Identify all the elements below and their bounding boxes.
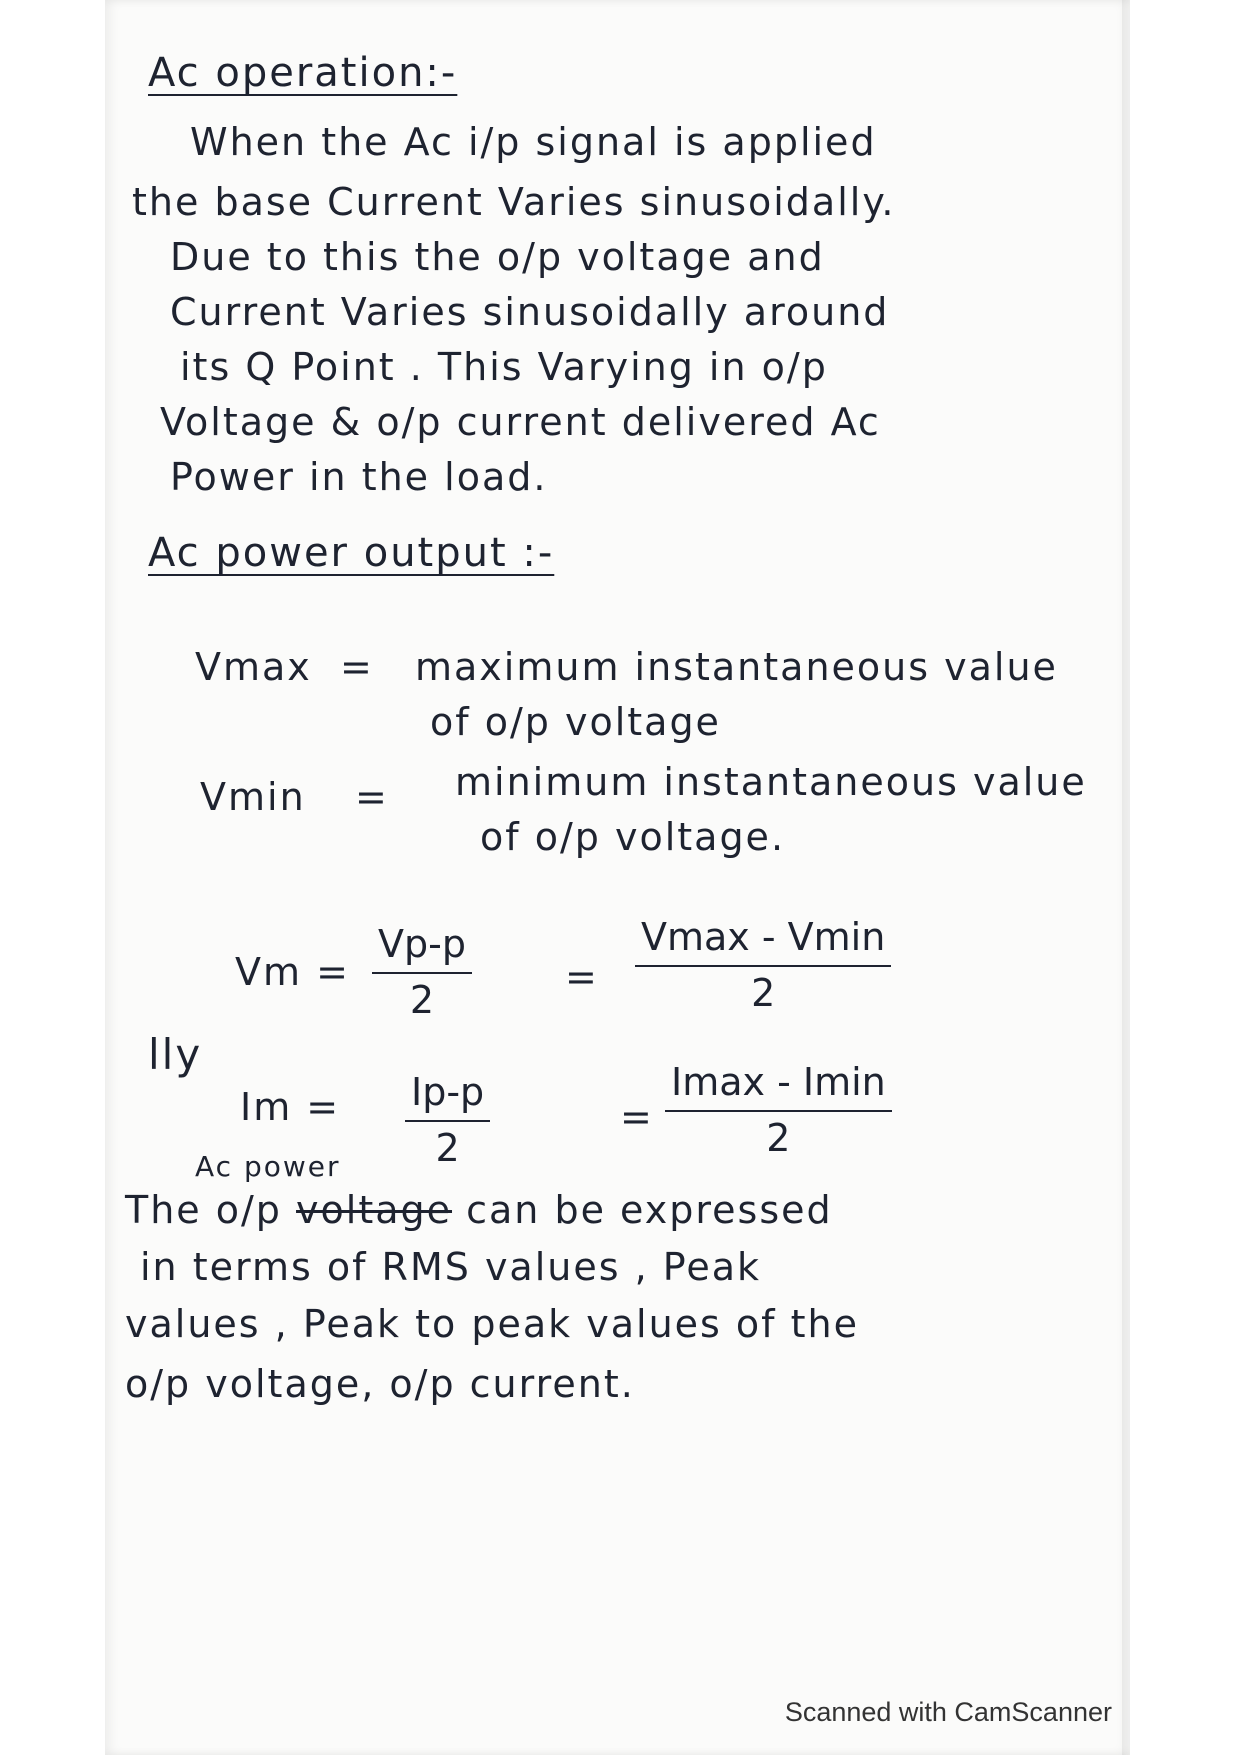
para1-line: Voltage & o/p current delivered Ac (160, 400, 881, 444)
para1-line: When the Ac i/p signal is applied (190, 120, 877, 164)
vmin-description: minimum instantaneous value (455, 760, 1087, 804)
fraction-denominator: 2 (409, 978, 435, 1022)
fraction-bar (635, 965, 891, 967)
vmin-equals: = (355, 775, 389, 819)
im-equals: = (620, 1095, 654, 1139)
para2-line (125, 1188, 833, 1232)
similarly-note: lly (148, 1030, 203, 1079)
para1-line: Current Varies sinusoidally around (170, 290, 890, 334)
fraction-numerator: Vmax - Vmin (641, 915, 886, 959)
para1-line: the base Current Varies sinusoidally. (132, 180, 896, 224)
vmax-description: of o/p voltage (430, 700, 721, 744)
heading-ac-power-output: Ac power output :- (148, 530, 555, 576)
vm-equals: = (565, 955, 599, 999)
fraction-bar (665, 1110, 892, 1112)
para2-line: in terms of RMS values , Peak (140, 1245, 762, 1289)
im-lhs: Im = (240, 1085, 341, 1129)
vmin-description: of o/p voltage. (480, 815, 786, 859)
para1-line: its Q Point . This Varying in o/p (180, 345, 828, 389)
fraction-denominator: 2 (751, 971, 776, 1015)
fraction-bar (405, 1120, 490, 1122)
vmax-label: Vmax (195, 645, 312, 689)
struck-word: voltage (296, 1188, 453, 1232)
para2-line: values , Peak to peak values of the (125, 1302, 859, 1346)
im-fraction-max-min (665, 1060, 892, 1160)
vmin-label: Vmin (200, 775, 306, 819)
heading-ac-operation: Ac operation:- (148, 50, 458, 96)
para1-line: Due to this the o/p voltage and (170, 235, 825, 279)
margin-note-ac-power: Ac power (195, 1150, 341, 1183)
para2-text: can be expressed (466, 1188, 833, 1232)
para1-line: Power in the load. (170, 455, 548, 499)
vm-fraction-peak-to-peak (372, 922, 472, 1022)
fraction-denominator: 2 (766, 1116, 791, 1160)
vm-fraction-max-min (635, 915, 891, 1015)
fraction-bar (372, 972, 472, 974)
para2-line: o/p voltage, o/p current. (125, 1362, 635, 1406)
fraction-denominator: 2 (435, 1126, 460, 1170)
page-edge-shadow (1122, 0, 1130, 1755)
im-fraction-peak-to-peak (405, 1070, 490, 1170)
fraction-numerator: Ip-p (411, 1070, 485, 1114)
vmax-description: maximum instantaneous value (415, 645, 1058, 689)
vmax-equals: = (340, 645, 374, 689)
vm-lhs: Vm = (235, 950, 350, 994)
camscanner-watermark: Scanned with CamScanner (784, 1697, 1112, 1727)
fraction-numerator: Imax - Imin (671, 1060, 886, 1104)
fraction-numerator: Vp-p (378, 922, 466, 966)
para2-text: The o/p (125, 1188, 282, 1232)
